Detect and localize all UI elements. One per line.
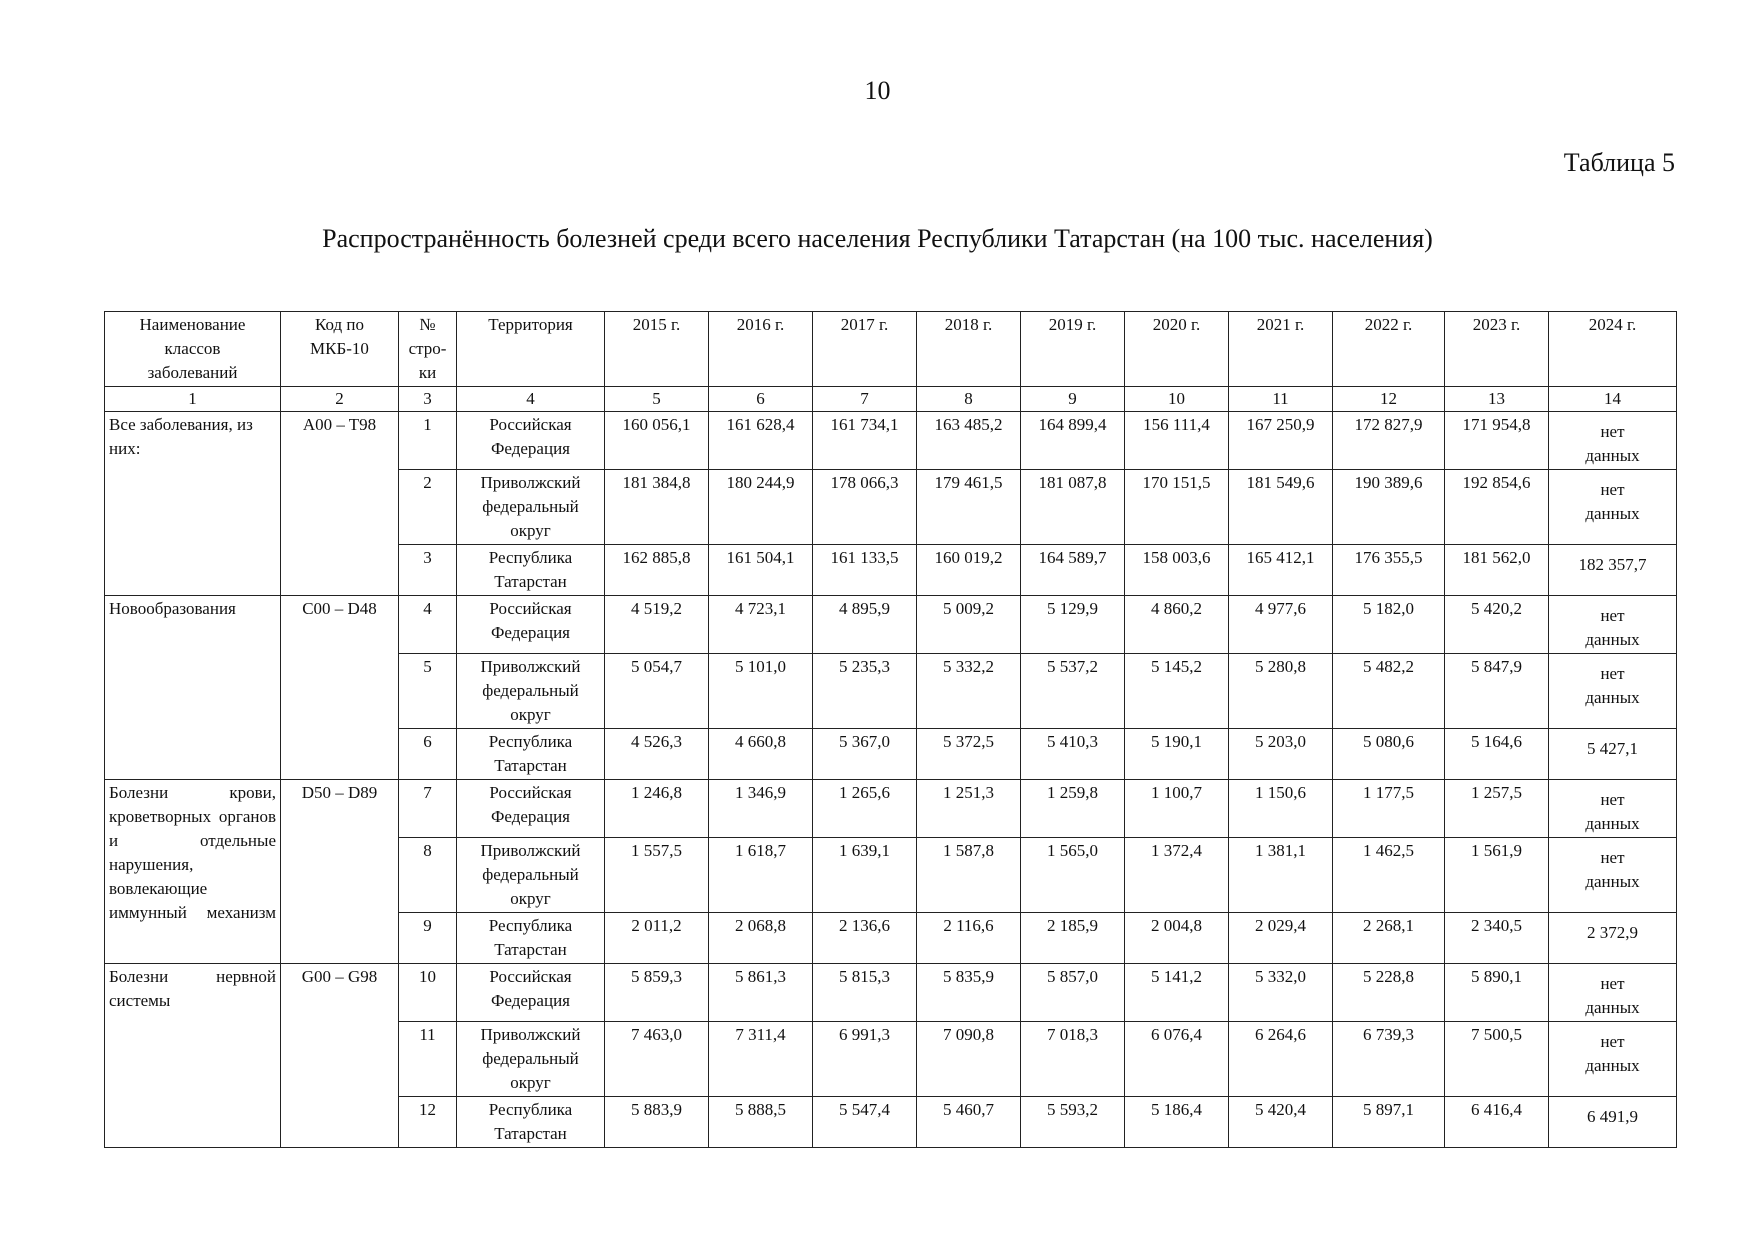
territory-text: федеральный <box>482 681 579 700</box>
territory-text: округ <box>510 705 551 724</box>
value-cell: 170 151,5 <box>1125 470 1229 545</box>
no-data-text: данных <box>1585 814 1640 833</box>
value-cell: 162 885,8 <box>605 545 709 596</box>
territory-cell <box>457 729 605 780</box>
value-cell: 5 593,2 <box>1021 1097 1125 1148</box>
row-number-cell: 2 <box>399 470 457 545</box>
value-cell: 4 526,3 <box>605 729 709 780</box>
value-cell: 2 268,1 <box>1333 913 1445 964</box>
table-row <box>105 780 1677 838</box>
row-number-cell: 12 <box>399 1097 457 1148</box>
value-cell: 5 145,2 <box>1125 654 1229 729</box>
value-cell: 5 890,1 <box>1445 964 1549 1022</box>
territory-text: Республика <box>488 548 573 567</box>
territory-text: Татарстан <box>494 756 567 775</box>
value-cell: 5 847,9 <box>1445 654 1549 729</box>
value-cell: 5 054,7 <box>605 654 709 729</box>
value-cell: 2 004,8 <box>1125 913 1229 964</box>
value-cell: 164 589,7 <box>1021 545 1125 596</box>
value-cell: 5 186,4 <box>1125 1097 1229 1148</box>
territory-text: Российская <box>489 967 572 986</box>
value-cell: 190 389,6 <box>1333 470 1445 545</box>
territory-text: Приволжский <box>480 841 581 860</box>
value-cell: 1 639,1 <box>813 838 917 913</box>
header-text: Код по <box>315 315 364 334</box>
value-cell: 5 420,4 <box>1229 1097 1333 1148</box>
header-cell <box>605 312 709 387</box>
value-cell: 6 416,4 <box>1445 1097 1549 1148</box>
column-number-cell: 6 <box>709 387 813 412</box>
value-cell: 163 485,2 <box>917 412 1021 470</box>
header-text: Наименование <box>139 315 246 334</box>
value-cell: 181 087,8 <box>1021 470 1125 545</box>
territory-cell <box>457 654 605 729</box>
value-cell: 5 141,2 <box>1125 964 1229 1022</box>
no-data-text: нет <box>1600 606 1625 625</box>
territory-cell <box>457 545 605 596</box>
header-text: 2023 г. <box>1472 315 1521 334</box>
territory-text: Республика <box>488 732 573 751</box>
value-cell: 1 381,1 <box>1229 838 1333 913</box>
value-cell: 5 080,6 <box>1333 729 1445 780</box>
value-cell-2024 <box>1549 1022 1677 1097</box>
territory-text: Федерация <box>490 623 570 642</box>
table-title: Распространённость болезней среди всего населения Республики Татарстан (на 100 тыс. населения) <box>322 224 1433 253</box>
value-cell: 4 660,8 <box>709 729 813 780</box>
value-cell: 7 311,4 <box>709 1022 813 1097</box>
value-cell: 5 280,8 <box>1229 654 1333 729</box>
value-cell: 181 549,6 <box>1229 470 1333 545</box>
no-data-text: нет <box>1600 848 1625 867</box>
column-number-cell: 2 <box>281 387 399 412</box>
column-number-cell: 4 <box>457 387 605 412</box>
value-cell: 1 587,8 <box>917 838 1021 913</box>
value-cell: 5 410,3 <box>1021 729 1125 780</box>
header-text: ки <box>418 363 437 382</box>
column-number-cell: 12 <box>1333 387 1445 412</box>
value-cell: 5 537,2 <box>1021 654 1125 729</box>
value-cell: 2 011,2 <box>605 913 709 964</box>
page-number: 10 <box>864 76 891 105</box>
row-number-cell: 7 <box>399 780 457 838</box>
header-cell <box>399 312 457 387</box>
value-cell: 5 228,8 <box>1333 964 1445 1022</box>
value-cell: 4 860,2 <box>1125 596 1229 654</box>
territory-text: Татарстан <box>494 1124 567 1143</box>
territory-cell <box>457 596 605 654</box>
territory-text: Татарстан <box>494 940 567 959</box>
value-cell: 5 332,0 <box>1229 964 1333 1022</box>
value-cell: 1 259,8 <box>1021 780 1125 838</box>
value-cell-2024: 2 372,9 <box>1549 913 1677 964</box>
value-cell-2024: 6 491,9 <box>1549 1097 1677 1148</box>
value-cell: 164 899,4 <box>1021 412 1125 470</box>
table-row <box>105 412 1677 470</box>
value-cell: 4 977,6 <box>1229 596 1333 654</box>
header-text: 2018 г. <box>944 315 993 334</box>
no-data-text: данных <box>1585 630 1640 649</box>
disease-class-cell: Новообразования <box>105 596 281 780</box>
row-number-cell: 5 <box>399 654 457 729</box>
value-cell: 5 129,9 <box>1021 596 1125 654</box>
column-number-cell: 14 <box>1549 387 1677 412</box>
value-cell: 1 257,5 <box>1445 780 1549 838</box>
header-text: Территория <box>488 315 573 334</box>
value-cell: 167 250,9 <box>1229 412 1333 470</box>
value-cell: 1 177,5 <box>1333 780 1445 838</box>
no-data-text: данных <box>1585 1056 1640 1075</box>
value-cell: 161 628,4 <box>709 412 813 470</box>
value-cell: 161 133,5 <box>813 545 917 596</box>
value-cell: 160 056,1 <box>605 412 709 470</box>
value-cell: 5 332,2 <box>917 654 1021 729</box>
territory-text: Республика <box>488 1100 573 1119</box>
value-cell: 5 460,7 <box>917 1097 1021 1148</box>
column-number-cell: 5 <box>605 387 709 412</box>
value-cell: 2 029,4 <box>1229 913 1333 964</box>
territory-text: Приволжский <box>480 657 581 676</box>
territory-text: Татарстан <box>494 572 567 591</box>
icd-code-cell: D50 – D89 <box>281 780 399 964</box>
value-cell: 5 182,0 <box>1333 596 1445 654</box>
territory-text: Федерация <box>490 439 570 458</box>
value-cell: 1 246,8 <box>605 780 709 838</box>
territory-cell <box>457 1097 605 1148</box>
value-cell-2024 <box>1549 412 1677 470</box>
no-data-text: нет <box>1600 974 1625 993</box>
column-number-cell: 13 <box>1445 387 1549 412</box>
header-text: № <box>419 315 436 334</box>
header-cell <box>1021 312 1125 387</box>
value-cell: 1 557,5 <box>605 838 709 913</box>
territory-text: Российская <box>489 415 572 434</box>
header-cell <box>1445 312 1549 387</box>
header-text: 2016 г. <box>736 315 785 334</box>
value-cell-2024 <box>1549 780 1677 838</box>
value-cell: 5 815,3 <box>813 964 917 1022</box>
column-number-cell: 8 <box>917 387 1021 412</box>
territory-cell <box>457 838 605 913</box>
territory-cell <box>457 964 605 1022</box>
territory-text: Республика <box>488 916 573 935</box>
territory-text: Приволжский <box>480 473 581 492</box>
icd-code-cell: G00 – G98 <box>281 964 399 1148</box>
value-cell: 4 895,9 <box>813 596 917 654</box>
row-number-cell: 6 <box>399 729 457 780</box>
territory-text: Федерация <box>490 991 570 1010</box>
value-cell: 2 116,6 <box>917 913 1021 964</box>
territory-cell <box>457 913 605 964</box>
value-cell-2024 <box>1549 654 1677 729</box>
value-cell: 5 861,3 <box>709 964 813 1022</box>
header-text: 2019 г. <box>1048 315 1097 334</box>
disease-class-cell: Болезни крови, кроветворных органов и отдельные нарушения, вовлекающие иммунный механизм <box>105 780 281 964</box>
header-cell <box>709 312 813 387</box>
value-cell-2024 <box>1549 596 1677 654</box>
value-cell: 4 519,2 <box>605 596 709 654</box>
value-cell: 1 265,6 <box>813 780 917 838</box>
column-number-cell: 1 <box>105 387 281 412</box>
value-cell-2024 <box>1549 470 1677 545</box>
value-cell: 161 504,1 <box>709 545 813 596</box>
value-cell-2024: 5 427,1 <box>1549 729 1677 780</box>
value-cell: 5 009,2 <box>917 596 1021 654</box>
value-cell: 2 340,5 <box>1445 913 1549 964</box>
header-text: классов <box>164 339 221 358</box>
value-cell: 1 565,0 <box>1021 838 1125 913</box>
value-cell: 5 101,0 <box>709 654 813 729</box>
value-cell: 5 235,3 <box>813 654 917 729</box>
header-text: стро- <box>408 339 447 358</box>
no-data-text: данных <box>1585 872 1640 891</box>
column-number-cell: 9 <box>1021 387 1125 412</box>
territory-cell <box>457 1022 605 1097</box>
column-number-cell: 7 <box>813 387 917 412</box>
territory-cell <box>457 470 605 545</box>
value-cell: 160 019,2 <box>917 545 1021 596</box>
value-cell: 179 461,5 <box>917 470 1021 545</box>
value-cell: 181 562,0 <box>1445 545 1549 596</box>
no-data-text: данных <box>1585 688 1640 707</box>
value-cell: 178 066,3 <box>813 470 917 545</box>
row-number-cell: 9 <box>399 913 457 964</box>
table-row <box>105 964 1677 1022</box>
value-cell: 156 111,4 <box>1125 412 1229 470</box>
value-cell: 5 835,9 <box>917 964 1021 1022</box>
header-cell <box>457 312 605 387</box>
no-data-text: данных <box>1585 446 1640 465</box>
row-number-cell: 8 <box>399 838 457 913</box>
no-data-text: нет <box>1600 1032 1625 1051</box>
header-text: заболеваний <box>147 363 238 382</box>
header-text: МКБ-10 <box>310 339 369 358</box>
column-number-row <box>105 387 1677 412</box>
row-number-cell: 1 <box>399 412 457 470</box>
value-cell: 171 954,8 <box>1445 412 1549 470</box>
territory-text: Приволжский <box>480 1025 581 1044</box>
icd-code-cell: A00 – T98 <box>281 412 399 596</box>
disease-class-cell: Болезни нервной системы <box>105 964 281 1148</box>
value-cell: 161 734,1 <box>813 412 917 470</box>
value-cell: 5 203,0 <box>1229 729 1333 780</box>
value-cell: 6 991,3 <box>813 1022 917 1097</box>
value-cell: 5 190,1 <box>1125 729 1229 780</box>
territory-text: Российская <box>489 783 572 802</box>
value-cell: 1 561,9 <box>1445 838 1549 913</box>
value-cell-2024: 182 357,7 <box>1549 545 1677 596</box>
value-cell: 5 547,4 <box>813 1097 917 1148</box>
value-cell: 4 723,1 <box>709 596 813 654</box>
no-data-text: нет <box>1600 480 1625 499</box>
row-number-cell: 11 <box>399 1022 457 1097</box>
value-cell: 1 372,4 <box>1125 838 1229 913</box>
value-cell: 7 463,0 <box>605 1022 709 1097</box>
row-number-cell: 3 <box>399 545 457 596</box>
value-cell: 158 003,6 <box>1125 545 1229 596</box>
value-cell: 1 251,3 <box>917 780 1021 838</box>
value-cell: 5 367,0 <box>813 729 917 780</box>
value-cell: 5 164,6 <box>1445 729 1549 780</box>
column-number-cell: 10 <box>1125 387 1229 412</box>
no-data-text: нет <box>1600 664 1625 683</box>
header-row <box>105 312 1677 387</box>
value-cell: 6 076,4 <box>1125 1022 1229 1097</box>
header-cell <box>1333 312 1445 387</box>
territory-text: федеральный <box>482 497 579 516</box>
value-cell: 192 854,6 <box>1445 470 1549 545</box>
territory-text: Российская <box>489 599 572 618</box>
header-cell <box>1229 312 1333 387</box>
territory-text: федеральный <box>482 1049 579 1068</box>
header-text: 2021 г. <box>1256 315 1305 334</box>
value-cell: 7 500,5 <box>1445 1022 1549 1097</box>
value-cell: 1 618,7 <box>709 838 813 913</box>
header-cell <box>105 312 281 387</box>
value-cell: 5 420,2 <box>1445 596 1549 654</box>
header-cell <box>281 312 399 387</box>
value-cell: 172 827,9 <box>1333 412 1445 470</box>
value-cell: 2 185,9 <box>1021 913 1125 964</box>
row-number-cell: 10 <box>399 964 457 1022</box>
territory-text: федеральный <box>482 865 579 884</box>
column-number-cell: 11 <box>1229 387 1333 412</box>
value-cell: 5 888,5 <box>709 1097 813 1148</box>
disease-class-cell: Все заболевания, из них: <box>105 412 281 596</box>
header-text: 2024 г. <box>1588 315 1637 334</box>
table-body <box>105 312 1677 1148</box>
table-row <box>105 596 1677 654</box>
value-cell: 1 346,9 <box>709 780 813 838</box>
no-data-text: нет <box>1600 790 1625 809</box>
value-cell: 2 068,8 <box>709 913 813 964</box>
header-text: 2015 г. <box>632 315 681 334</box>
header-text: 2022 г. <box>1364 315 1413 334</box>
value-cell: 181 384,8 <box>605 470 709 545</box>
table-label: Таблица 5 <box>1563 148 1675 177</box>
header-cell <box>813 312 917 387</box>
territory-text: округ <box>510 521 551 540</box>
value-cell: 5 883,9 <box>605 1097 709 1148</box>
value-cell: 7 090,8 <box>917 1022 1021 1097</box>
header-text: 2017 г. <box>840 315 889 334</box>
value-cell: 176 355,5 <box>1333 545 1445 596</box>
value-cell: 165 412,1 <box>1229 545 1333 596</box>
territory-cell <box>457 412 605 470</box>
value-cell: 2 136,6 <box>813 913 917 964</box>
value-cell: 5 857,0 <box>1021 964 1125 1022</box>
value-cell: 5 897,1 <box>1333 1097 1445 1148</box>
no-data-text: нет <box>1600 422 1625 441</box>
header-cell <box>1549 312 1677 387</box>
value-cell: 6 264,6 <box>1229 1022 1333 1097</box>
value-cell: 6 739,3 <box>1333 1022 1445 1097</box>
value-cell: 5 859,3 <box>605 964 709 1022</box>
value-cell: 1 100,7 <box>1125 780 1229 838</box>
icd-code-cell: C00 – D48 <box>281 596 399 780</box>
header-text: 2020 г. <box>1152 315 1201 334</box>
value-cell: 5 482,2 <box>1333 654 1445 729</box>
territory-cell <box>457 780 605 838</box>
value-cell: 1 150,6 <box>1229 780 1333 838</box>
header-cell <box>1125 312 1229 387</box>
value-cell-2024 <box>1549 838 1677 913</box>
no-data-text: данных <box>1585 998 1640 1017</box>
prevalence-table <box>104 311 1677 1148</box>
value-cell: 5 372,5 <box>917 729 1021 780</box>
value-cell: 180 244,9 <box>709 470 813 545</box>
value-cell: 7 018,3 <box>1021 1022 1125 1097</box>
territory-text: Федерация <box>490 807 570 826</box>
row-number-cell: 4 <box>399 596 457 654</box>
no-data-text: данных <box>1585 504 1640 523</box>
value-cell-2024 <box>1549 964 1677 1022</box>
territory-text: округ <box>510 889 551 908</box>
territory-text: округ <box>510 1073 551 1092</box>
value-cell: 1 462,5 <box>1333 838 1445 913</box>
header-cell <box>917 312 1021 387</box>
column-number-cell: 3 <box>399 387 457 412</box>
